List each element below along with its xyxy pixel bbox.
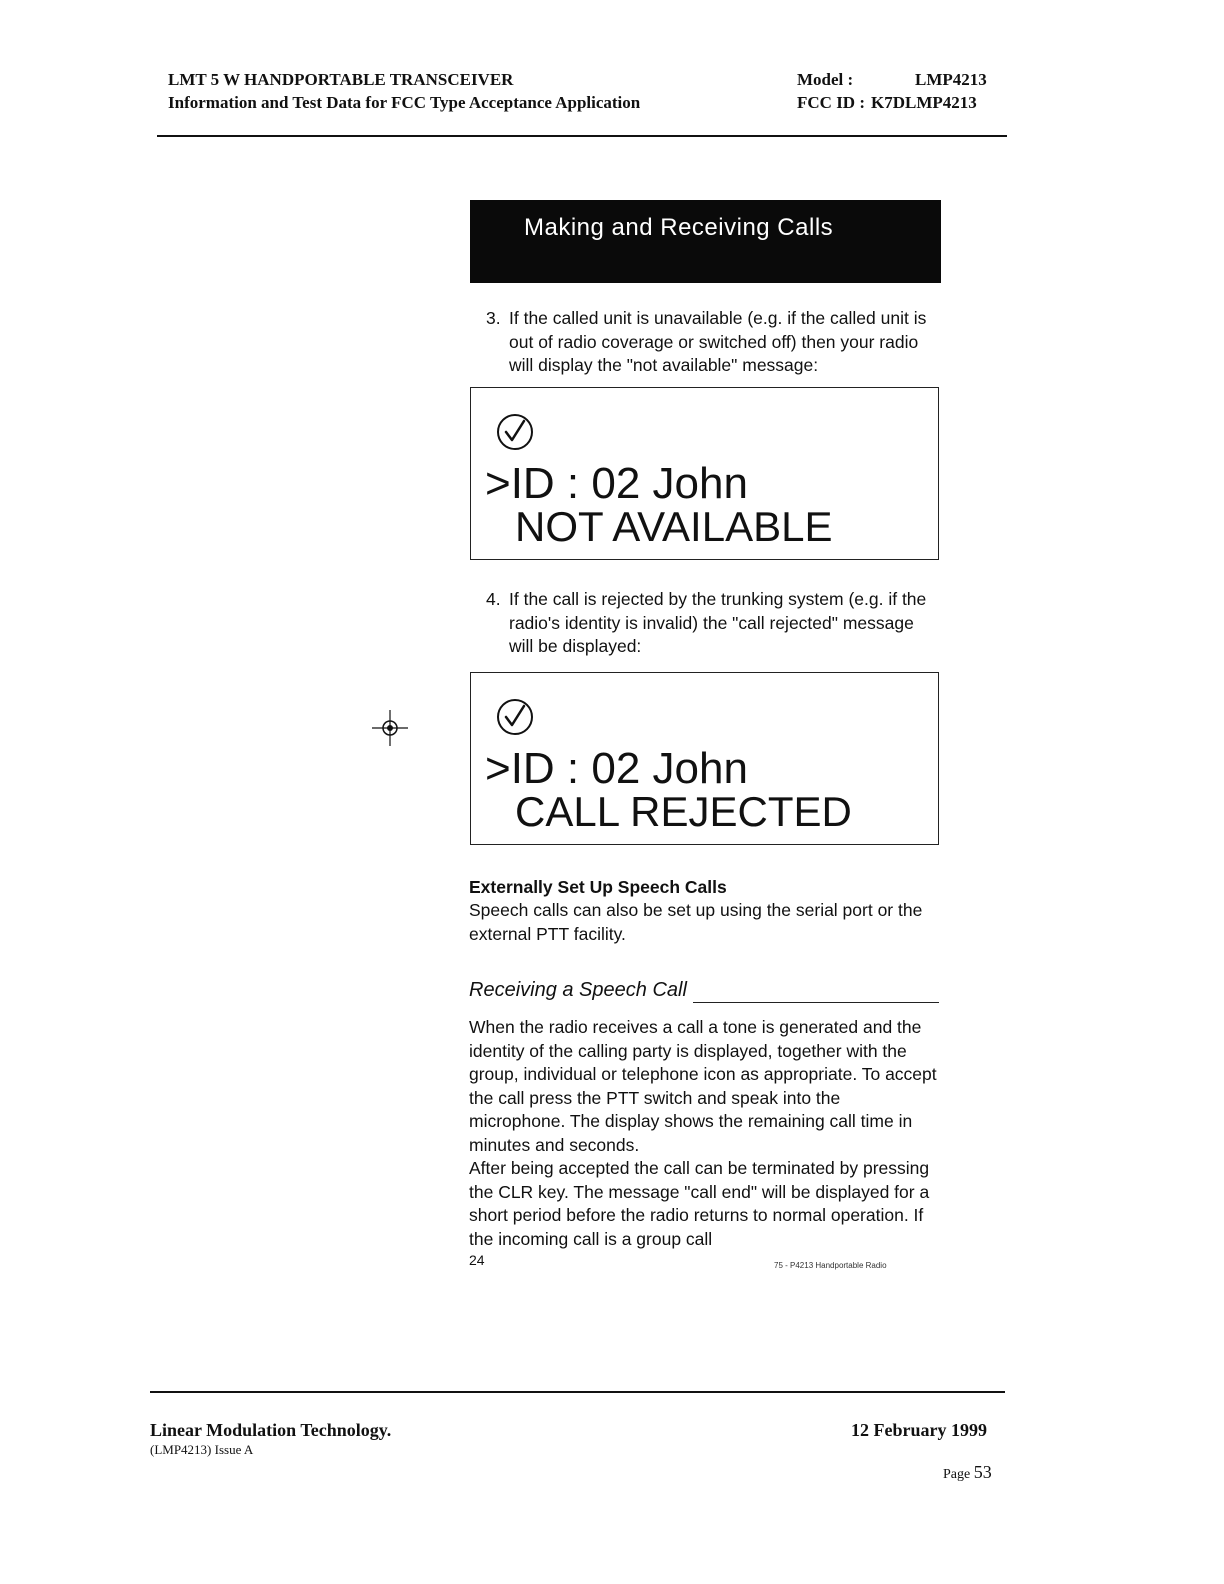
section-banner — [470, 200, 941, 283]
step-4-number: 4. — [486, 589, 501, 609]
document-header-right — [797, 68, 987, 114]
receiving-call-paragraph-1: When the radio receives a call a tone is generated and the identity of the calling party is displayed, together with the group, individual or telephone icon as appropriate. To accept the call press the PTT switch and speak into the microphone. The display shows the remaining call time in minutes and seconds. — [469, 1017, 937, 1155]
display-id-line: >ID : 02 John — [485, 459, 748, 508]
manual-page-number: 24 — [469, 1252, 485, 1268]
document-subtitle: Information and Test Data for FCC Type Acceptance Application — [168, 93, 641, 112]
fcc-id-value: K7DLMP4213 — [871, 93, 977, 112]
radio-display-call-rejected — [470, 672, 939, 845]
section-banner-title: Making and Receiving Calls — [524, 214, 834, 241]
display-status-line: CALL REJECTED — [515, 788, 852, 835]
check-circle-icon — [496, 413, 534, 451]
model-label: Model : — [797, 70, 854, 89]
header-divider — [157, 135, 1007, 137]
step-4-text: If the call is rejected by the trunking system (e.g. if the radio's identity is invalid) the "call rejected" message will be displayed: — [509, 589, 927, 656]
registration-mark-icon — [370, 708, 410, 748]
document-header-left — [168, 68, 640, 114]
footer-company: Linear Modulation Technology. — [150, 1420, 392, 1440]
receiving-call-body — [469, 1016, 939, 1251]
footer-page — [943, 1462, 992, 1483]
display-id-line: >ID : 02 John — [485, 744, 748, 793]
footer-divider — [150, 1391, 1005, 1393]
check-circle-icon — [496, 698, 534, 736]
display-status-line: NOT AVAILABLE — [515, 503, 833, 550]
heading-rule — [693, 984, 939, 1003]
footer-doc-issue: (LMP4213) Issue A — [150, 1442, 254, 1457]
step-3-text: If the called unit is unavailable (e.g. if the called unit is out of radio coverage or switched off) then your radio will display the "not available" message: — [509, 308, 927, 375]
footer-date: 12 February 1999 — [851, 1420, 987, 1440]
document-title: LMT 5 W HANDPORTABLE TRANSCEIVER — [168, 70, 514, 89]
manual-page-reference: 75 - P4213 Handportable Radio — [774, 1261, 887, 1270]
footer-page-label: Page — [943, 1467, 971, 1482]
footer-page-number: 53 — [973, 1462, 992, 1482]
step-3-number: 3. — [486, 308, 501, 328]
radio-display-not-available — [470, 387, 939, 560]
receiving-call-heading — [469, 979, 939, 1003]
external-calls-heading: Externally Set Up Speech Calls — [469, 877, 727, 897]
fcc-id-label: FCC ID : — [797, 93, 865, 112]
external-calls-text: Speech calls can also be set up using the serial port or the external PTT facility. — [469, 900, 923, 944]
receiving-call-heading-text: Receiving a Speech Call — [469, 979, 687, 1001]
receiving-call-paragraph-2: After being accepted the call can be terminated by pressing the CLR key. The message "call end" will be displayed for a short period before the radio returns to normal operation. If the incoming call is a group call — [469, 1158, 930, 1249]
model-value: LMP4213 — [915, 70, 987, 89]
